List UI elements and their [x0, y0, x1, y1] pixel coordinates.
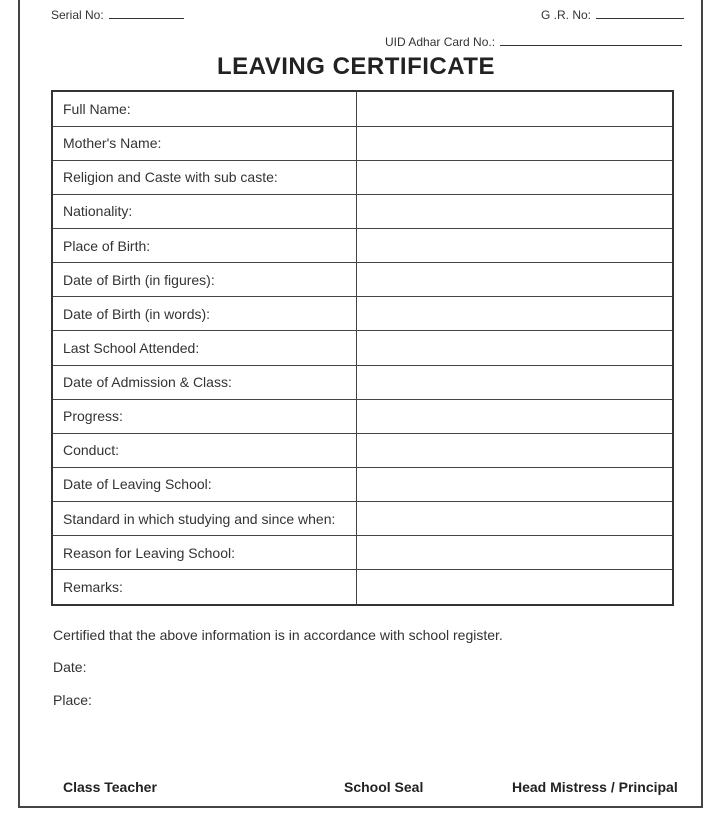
table-row: [52, 536, 673, 570]
table-row: [52, 331, 673, 365]
uid-adhar-label: UID Adhar Card No.:: [385, 35, 496, 49]
gr-no-label: G .R. No:: [541, 8, 592, 22]
row-value-field[interactable]: [357, 502, 674, 536]
row-value-field[interactable]: [357, 194, 674, 228]
row-label: Religion and Caste with sub caste:: [52, 160, 357, 194]
row-label: Remarks:: [52, 570, 357, 605]
table-row: [52, 229, 673, 263]
row-label: Date of Admission & Class:: [52, 365, 357, 399]
row-value-field[interactable]: [357, 536, 674, 570]
row-value-field[interactable]: [357, 365, 674, 399]
uid-adhar-no: [385, 34, 682, 49]
row-label: Date of Birth (in figures):: [52, 263, 357, 297]
row-value-field[interactable]: [357, 467, 674, 501]
row-label: Date of Birth (in words):: [52, 297, 357, 331]
row-value-field[interactable]: [357, 126, 674, 160]
page-title: LEAVING CERTIFICATE: [217, 53, 495, 80]
gr-no-blank: [596, 7, 684, 19]
row-value-field[interactable]: [357, 433, 674, 467]
gr-no: [541, 7, 684, 22]
row-label: Conduct:: [52, 433, 357, 467]
table-row: [52, 194, 673, 228]
table-row: [52, 399, 673, 433]
row-value-field[interactable]: [357, 570, 674, 605]
row-label: Last School Attended:: [52, 331, 357, 365]
row-value-field[interactable]: [357, 91, 674, 126]
table-row: [52, 91, 673, 126]
table-row: [52, 365, 673, 399]
row-value-field[interactable]: [357, 160, 674, 194]
row-label: Mother's Name:: [52, 126, 357, 160]
principal-signature: Head Mistress / Principal: [512, 779, 678, 795]
details-table: [51, 90, 674, 606]
table-row: [52, 297, 673, 331]
row-label: Nationality:: [52, 194, 357, 228]
details-table-body: [52, 91, 673, 605]
table-row: [52, 467, 673, 501]
row-label: Standard in which studying and since when:: [52, 502, 357, 536]
uid-adhar-blank: [500, 34, 682, 46]
date-label: Date:: [53, 659, 87, 675]
serial-no: [51, 7, 184, 22]
row-label: Place of Birth:: [52, 229, 357, 263]
row-label: Progress:: [52, 399, 357, 433]
row-value-field[interactable]: [357, 229, 674, 263]
row-value-field[interactable]: [357, 399, 674, 433]
school-seal: School Seal: [344, 779, 424, 795]
row-label: Date of Leaving School:: [52, 467, 357, 501]
serial-no-label: Serial No:: [51, 8, 104, 22]
row-label: Full Name:: [52, 91, 357, 126]
table-row: [52, 160, 673, 194]
table-row: [52, 502, 673, 536]
certified-statement: Certified that the above information is in accordance with school register.: [53, 627, 503, 643]
table-row: [52, 570, 673, 605]
row-value-field[interactable]: [357, 331, 674, 365]
table-row: [52, 433, 673, 467]
serial-no-blank: [109, 7, 184, 19]
row-value-field[interactable]: [357, 263, 674, 297]
row-value-field[interactable]: [357, 297, 674, 331]
table-row: [52, 126, 673, 160]
table-row: [52, 263, 673, 297]
place-label: Place:: [53, 692, 92, 708]
class-teacher-signature: Class Teacher: [63, 779, 157, 795]
row-label: Reason for Leaving School:: [52, 536, 357, 570]
